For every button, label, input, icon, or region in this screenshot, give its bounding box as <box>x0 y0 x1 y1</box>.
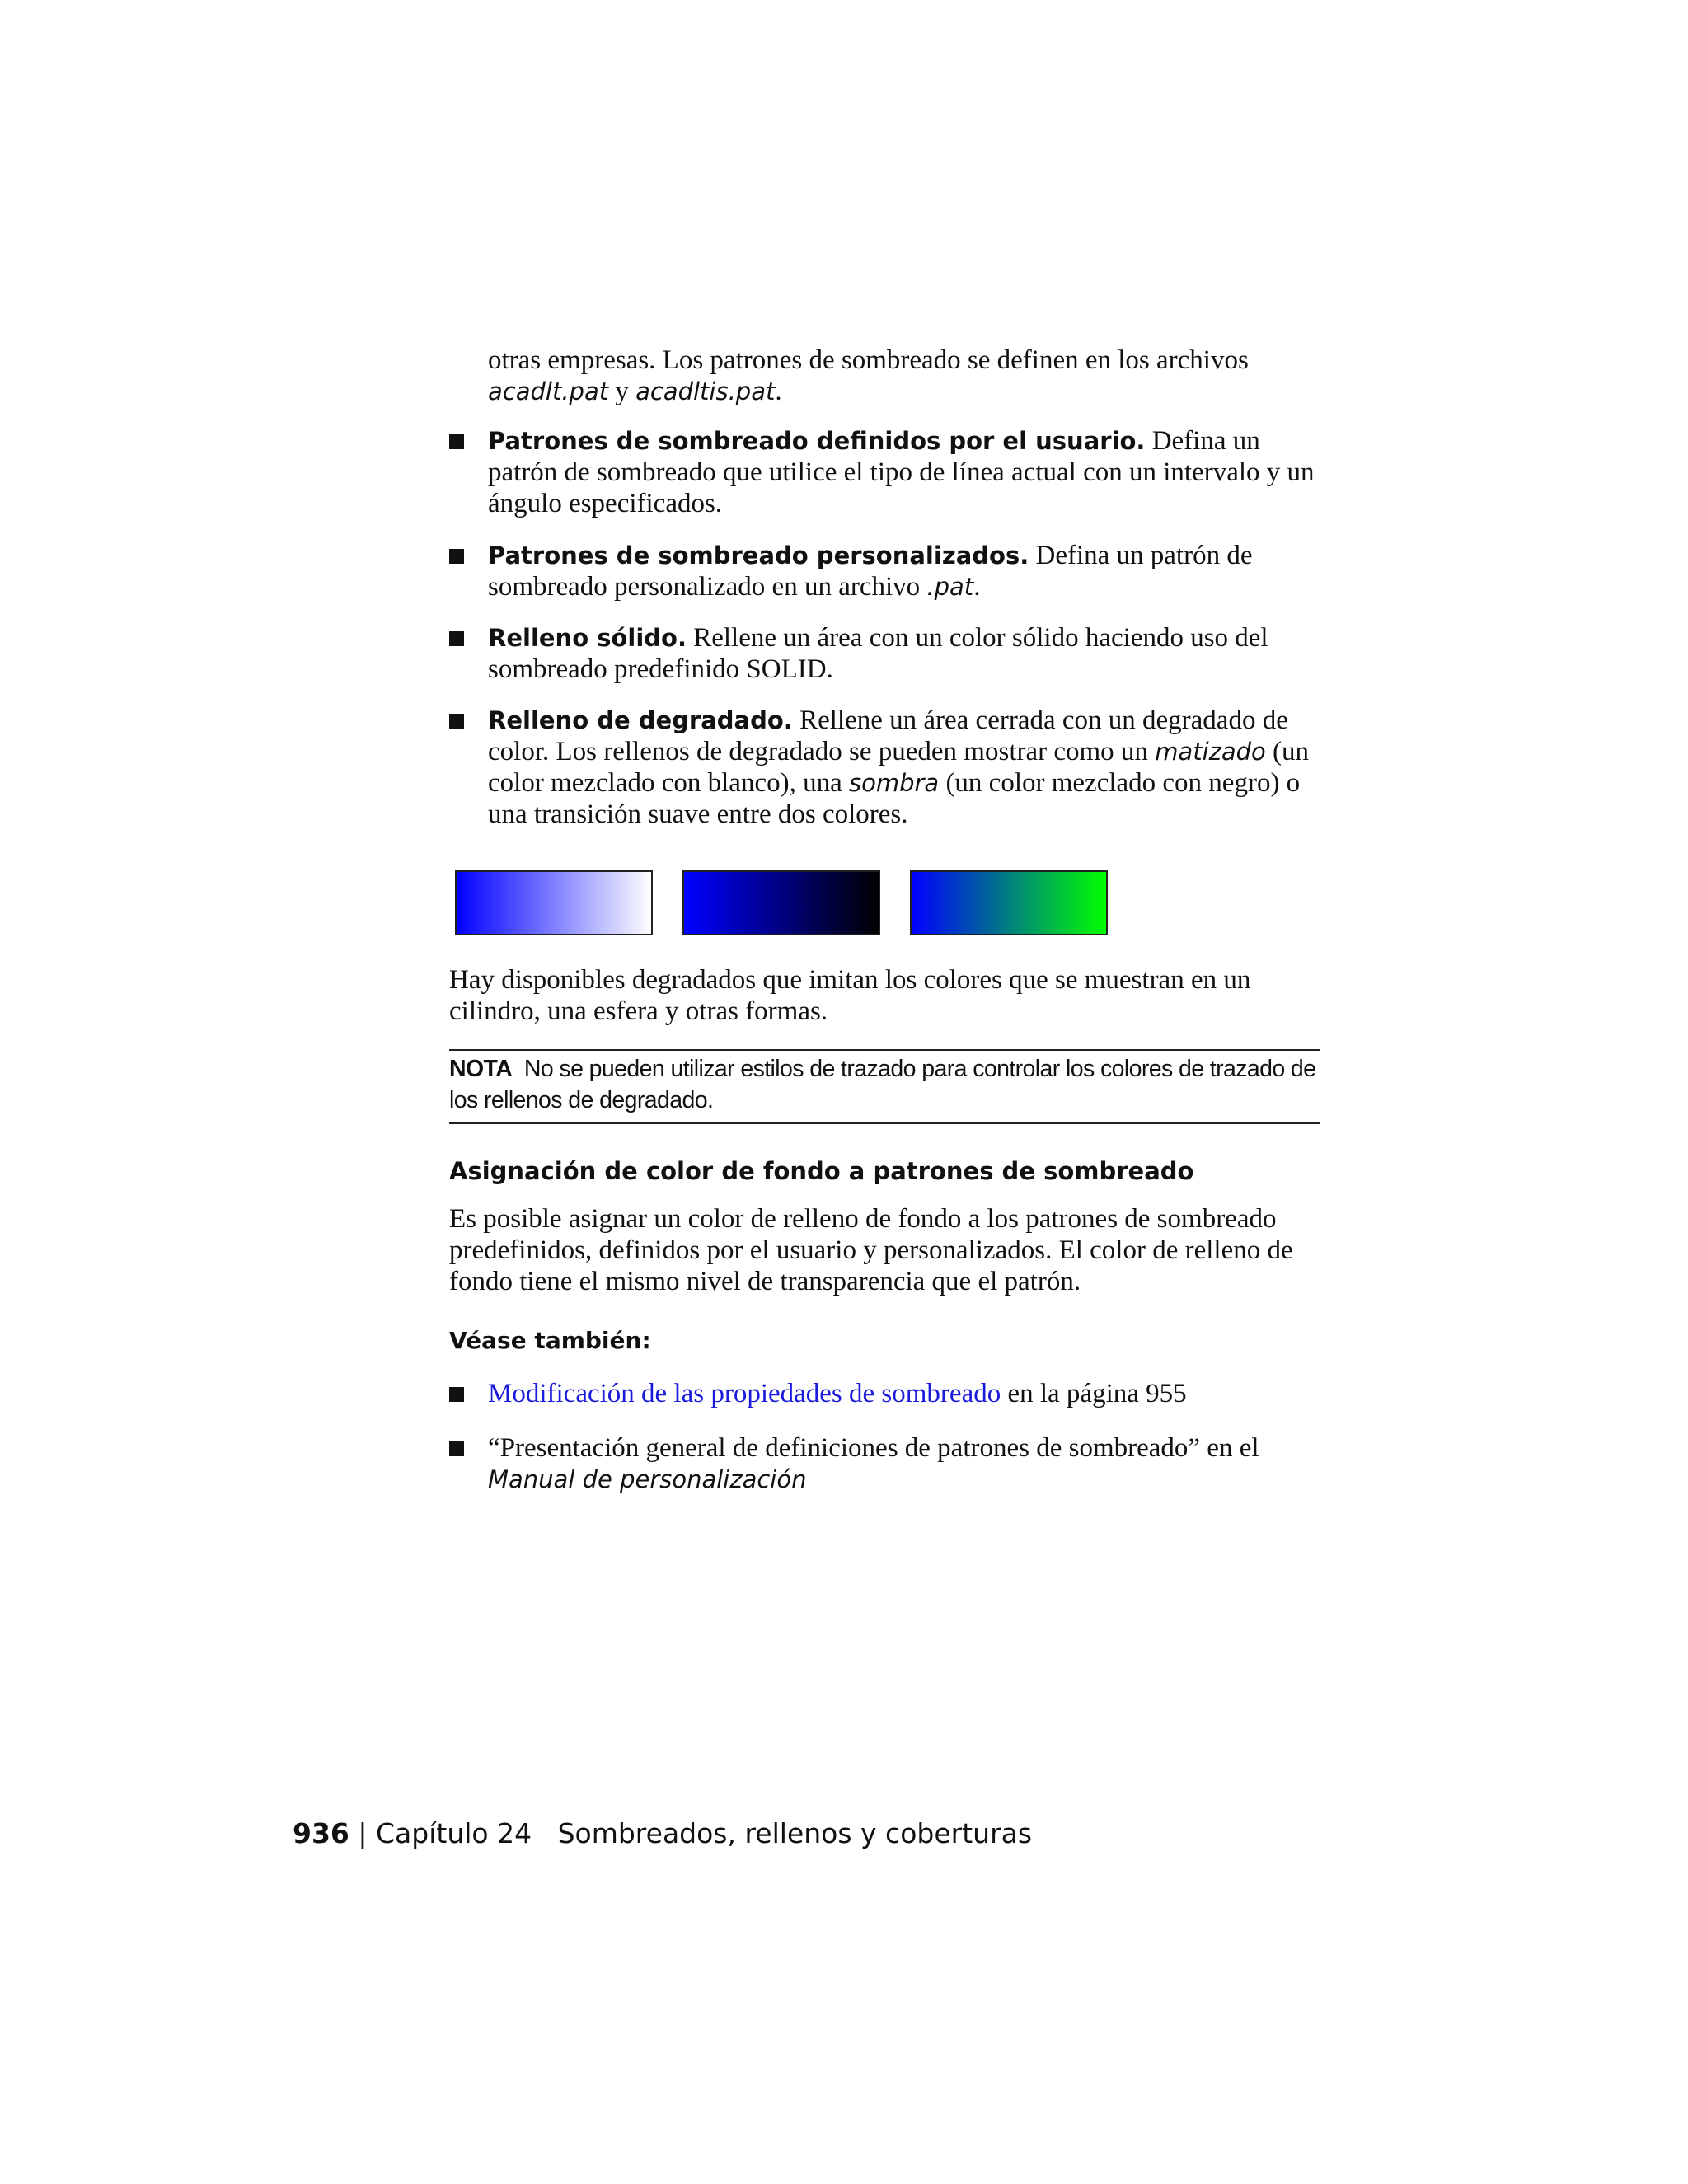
note-box <box>449 1053 1323 1116</box>
bullet-text-end: . <box>973 572 981 602</box>
note-top-rule <box>449 1049 1320 1051</box>
see-also-item <box>449 1378 1335 1409</box>
bullet-text-mid: (un color mezclado con blanco), una <box>488 737 1310 798</box>
gradient-tint-swatch <box>455 870 653 935</box>
term-tint: matizado <box>1155 738 1266 766</box>
chapter-label: Capítulo 24 <box>376 1817 532 1849</box>
bullet-square-icon <box>449 434 464 449</box>
bullet-title: Relleno de degradado. <box>488 706 793 734</box>
page-footer <box>293 1817 1032 1850</box>
term-shade: sombra <box>848 769 940 797</box>
intro-conj: y <box>608 377 636 406</box>
list-item-solid <box>449 622 1335 685</box>
bullet-text: Defina un patrón de sombreado que utilice el tipo de línea actual con un intervalo y un ángulo especificados. <box>488 426 1315 518</box>
see-also-page-ref: en la página 955 <box>1001 1379 1187 1408</box>
note-label: NOTA <box>449 1056 513 1082</box>
see-also-item <box>449 1432 1335 1495</box>
note-text: No se pueden utilizar estilos de trazado para controlar los colores de trazado de los rellenos de degradado. <box>449 1056 1316 1113</box>
file-acadltis: acadltis.pat <box>635 377 776 405</box>
gradient-two-color-swatch <box>910 870 1108 935</box>
link-modify-hatch-properties[interactable]: Modificación de las propiedades de sombreado <box>488 1379 1001 1408</box>
chapter-title: Sombreados, rellenos y coberturas <box>557 1817 1033 1849</box>
bullet-title: Patrones de sombreado personalizados. <box>488 541 1029 569</box>
list-item-custom <box>449 540 1335 602</box>
gradient-caption: Hay disponibles degradados que imitan los colores que se muestran en un cilindro, una esfera y otras formas. <box>449 965 1251 1026</box>
list-item-gradient <box>449 705 1335 830</box>
list-item-user-defined <box>449 425 1335 519</box>
bullet-text: Rellene un área con un color sólido haciendo uso del sombreado predefinido SOLID. <box>488 623 1268 684</box>
note-bottom-rule <box>449 1122 1320 1124</box>
intro-end: . <box>775 377 782 406</box>
bullet-square-icon <box>449 1387 464 1402</box>
bullet-square-icon <box>449 714 464 729</box>
file-acadlt: acadlt.pat <box>488 377 609 405</box>
bullet-text: Rellene un área cerrada con un degradado de color. Los rellenos de degradado se pueden mostrar como un <box>488 705 1288 766</box>
bullet-text: Defina un patrón de sombreado personalizado en un archivo <box>488 541 1253 602</box>
page-number: 936 <box>293 1817 349 1849</box>
book-title: Manual de personalización <box>488 1465 807 1493</box>
intro-paragraph <box>488 344 1329 407</box>
bullet-text-end: (un color mezclado con negro) o una transición suave entre dos colores. <box>488 768 1301 829</box>
bullet-square-icon <box>449 631 464 646</box>
section-heading: Asignación de color de fondo a patrones de sombreado <box>449 1157 1194 1185</box>
bullet-square-icon <box>449 549 464 564</box>
bullet-square-icon <box>449 1441 464 1456</box>
bullet-title: Relleno sólido. <box>488 624 687 652</box>
gradient-shade-swatch <box>682 870 880 935</box>
section-body: Es posible asignar un color de relleno de fondo a los patrones de sombreado predefinidos, definidos por el usuario y personalizados. El color de relleno de fondo tiene el mismo nivel de transparencia que el patrón. <box>449 1204 1293 1296</box>
footer-separator: | <box>349 1817 376 1849</box>
bullet-title: Patrones de sombreado definidos por el usuario. <box>488 427 1146 455</box>
pat-extension: .pat <box>926 573 974 601</box>
intro-text: otras empresas. Los patrones de sombreado se definen en los archivos <box>488 345 1249 375</box>
see-also-text: “Presentación general de definiciones de patrones de sombreado” en el <box>488 1433 1259 1463</box>
see-also-label: Véase también: <box>449 1327 651 1354</box>
